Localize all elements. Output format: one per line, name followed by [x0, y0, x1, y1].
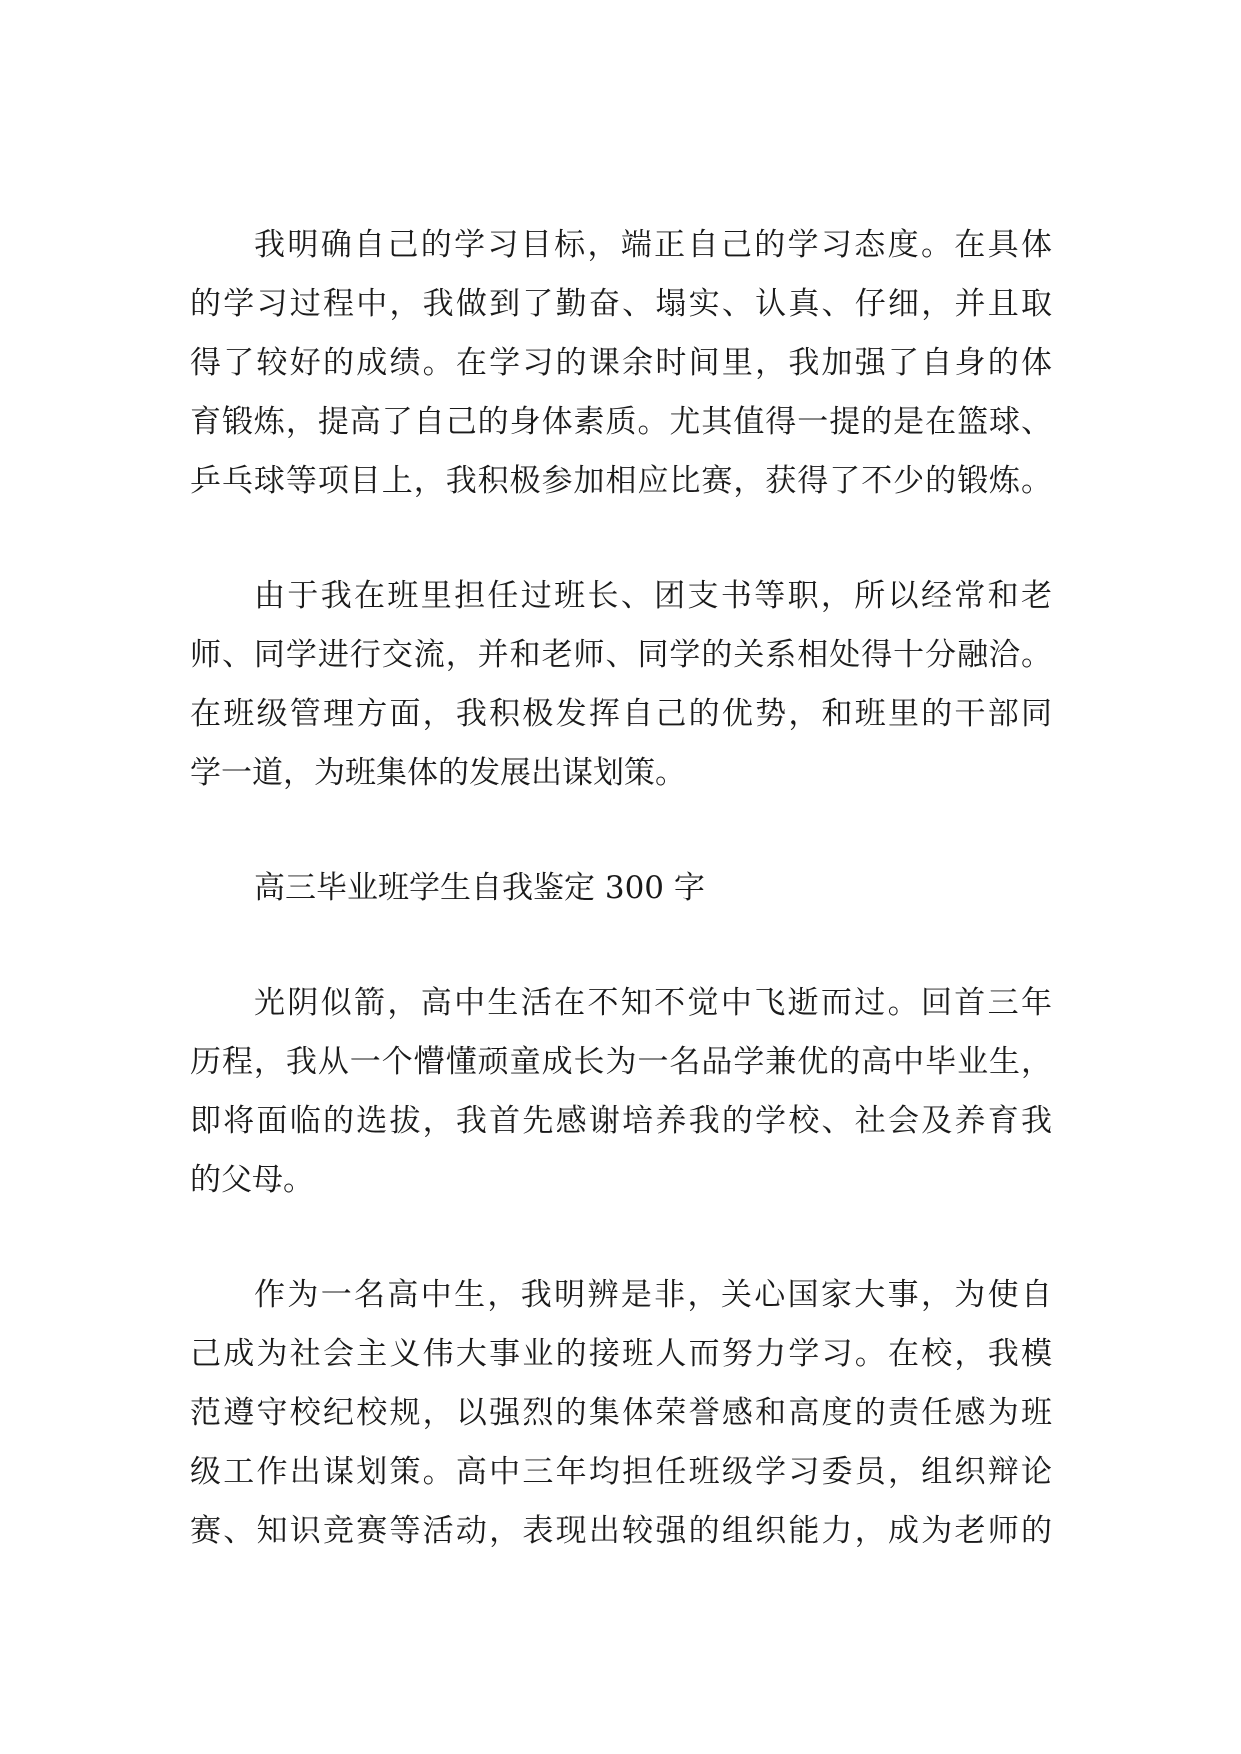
paragraph-line: 学一道，为班集体的发展出谋划策。: [190, 755, 686, 791]
paragraph-line: 得了较好的成绩。在学习的课余时间里，我加强了自身的体: [190, 345, 1052, 381]
paragraph-line: 作为一名高中生，我明辨是非，关心国家大事，为使自: [254, 1277, 1052, 1313]
paragraph-line: 育锻炼，提高了自己的身体素质。尤其值得一提的是在篮球、: [190, 404, 1052, 440]
paragraph-line: 级工作出谋划策。高中三年均担任班级学习委员，组织辩论: [190, 1454, 1052, 1490]
paragraph-line: 的学习过程中，我做到了勤奋、塌实、认真、仔细，并且取: [190, 286, 1052, 322]
paragraph-line: 己成为社会主义伟大事业的接班人而努力学习。在校，我模: [190, 1336, 1052, 1372]
paragraph-line: 历程，我从一个懵懂顽童成长为一名品学兼优的高中毕业生，: [190, 1044, 1052, 1080]
paragraph-line: 乒乓球等项目上，我积极参加相应比赛，获得了不少的锻炼。: [190, 463, 1052, 499]
paragraph-line: 即将面临的选拔，我首先感谢培养我的学校、社会及养育我: [190, 1103, 1052, 1139]
paragraph-line: 由于我在班里担任过班长、团支书等职，所以经常和老: [254, 578, 1052, 614]
paragraph-line: 的父母。: [190, 1162, 314, 1198]
paragraph-line: 光阴似箭，高中生活在不知不觉中飞逝而过。回首三年: [254, 985, 1052, 1021]
paragraph-line: 师、同学进行交流，并和老师、同学的关系相处得十分融洽。: [190, 637, 1052, 673]
paragraph-line: 范遵守校纪校规，以强烈的集体荣誉感和高度的责任感为班: [190, 1395, 1052, 1431]
paragraph-line: 赛、知识竞赛等活动，表现出较强的组织能力，成为老师的: [190, 1513, 1052, 1549]
paragraph-line: 我明确自己的学习目标，端正自己的学习态度。在具体: [254, 227, 1052, 263]
paragraph-line: 在班级管理方面，我积极发挥自己的优势，和班里的干部同: [190, 696, 1052, 732]
heading-line: 高三毕业班学生自我鉴定 300 字: [254, 870, 705, 906]
